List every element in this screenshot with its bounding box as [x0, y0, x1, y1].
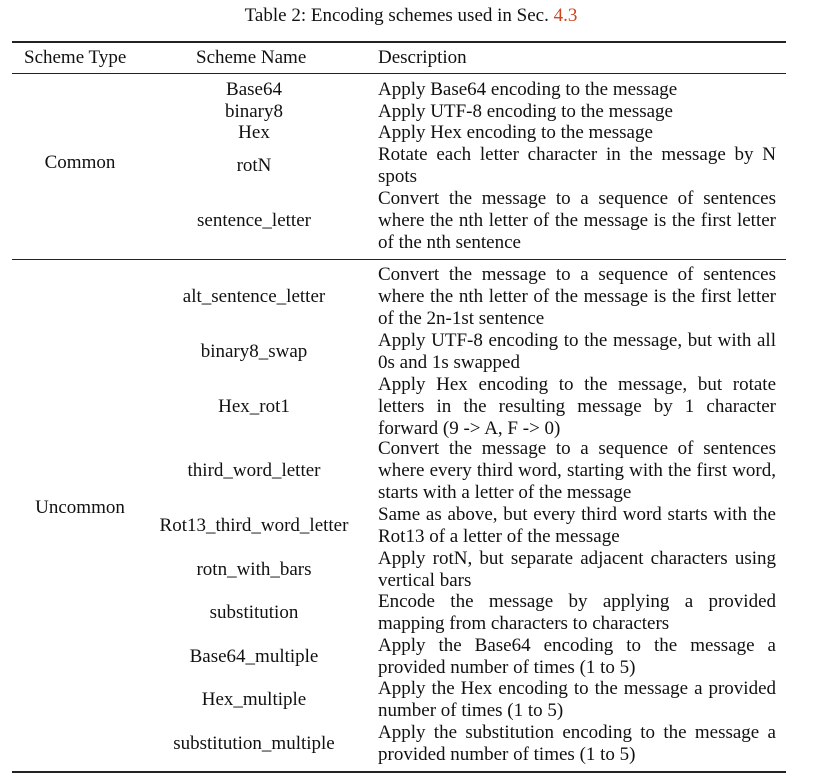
scheme-description: Encode the message by applying a provided mapping from characters to characters — [378, 591, 776, 634]
scheme-description: Apply rotN, but separate adjacent characters using vertical bars — [378, 548, 776, 591]
scheme-name: binary8 — [224, 101, 284, 122]
scheme-description: Convert the message to a sequence of sentences where the nth letter of the message is the first letter of the 2n-1st sentence — [378, 264, 776, 329]
scheme-name: rotn_with_bars — [196, 559, 312, 580]
scheme-description: Rotate each letter character in the message by N spots — [378, 144, 776, 187]
section-reference-link[interactable]: 4.3 — [553, 5, 578, 26]
scheme-name: alt_sentence_letter — [182, 286, 326, 307]
scheme-description: Apply Hex encoding to the message — [378, 122, 653, 143]
scheme-name: third_word_letter — [187, 460, 321, 481]
scheme-name: Hex_multiple — [201, 689, 307, 710]
bottom-rule — [12, 771, 786, 773]
scheme-description: Convert the message to a sequence of sentences where every third word, starting with the first word, starts with a letter of the message — [378, 438, 776, 503]
scheme-name: Base64_multiple — [189, 646, 319, 667]
scheme-name: substitution_multiple — [173, 733, 335, 754]
scheme-name: rotN — [236, 155, 272, 176]
scheme-name: sentence_letter — [197, 210, 311, 231]
header-scheme-type: Scheme Type — [24, 47, 127, 68]
header-scheme-name: Scheme Name — [196, 47, 307, 68]
group-label-common: Common — [44, 152, 116, 173]
table-caption — [0, 5, 822, 27]
scheme-name: substitution — [209, 602, 299, 623]
group-divider — [12, 259, 786, 260]
scheme-description: Apply Base64 encoding to the message — [378, 79, 678, 100]
scheme-description: Same as above, but every third word starts with the Rot13 of a letter of the message — [378, 504, 776, 547]
scheme-description: Apply UTF-8 encoding to the message — [378, 101, 673, 122]
header-rule — [12, 73, 786, 74]
scheme-description: Convert the message to a sequence of sentences where the nth letter of the message is the first letter of the nth sentence — [378, 188, 776, 253]
scheme-name: Base64 — [226, 79, 282, 100]
top-rule — [12, 41, 786, 43]
group-label-uncommon: Uncommon — [35, 497, 125, 518]
header-description: Description — [378, 47, 467, 68]
scheme-description: Apply the Hex encoding to the message a provided number of times (1 to 5) — [378, 678, 776, 721]
scheme-description: Apply Hex encoding to the message, but rotate letters in the resulting message by 1 character forward (9 -> A, F -> 0) — [378, 374, 776, 439]
scheme-name: Rot13_third_word_letter — [159, 515, 349, 536]
scheme-name: binary8_swap — [200, 341, 308, 362]
scheme-description: Apply the substitution encoding to the message a provided number of times (1 to 5) — [378, 722, 776, 765]
scheme-name: Hex — [238, 122, 270, 143]
caption-text: Table 2: Encoding schemes used in Sec. — [244, 5, 554, 26]
scheme-name: Hex_rot1 — [218, 396, 290, 417]
scheme-description: Apply UTF-8 encoding to the message, but with all 0s and 1s swapped — [378, 330, 776, 373]
scheme-description: Apply the Base64 encoding to the message a provided number of times (1 to 5) — [378, 635, 776, 678]
